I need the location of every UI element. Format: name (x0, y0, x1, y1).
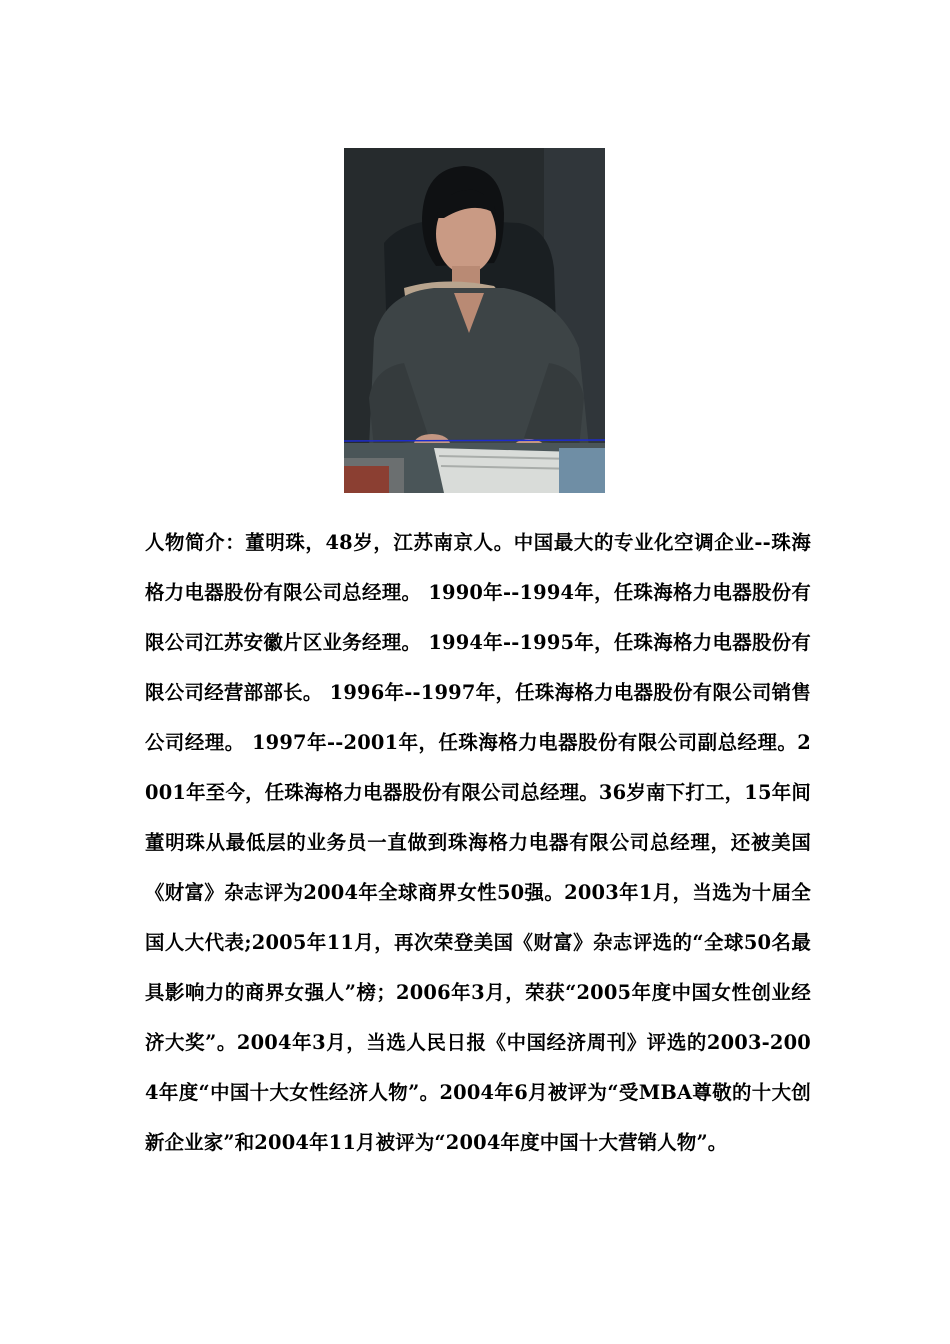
portrait-illustration (344, 148, 605, 493)
portrait-photo (344, 148, 605, 493)
biography-paragraph: 人物简介：董明珠，48岁，江苏南京人。中国最大的专业化空调企业--珠海格力电器股份有限公司总经理。 1990年--1994年，任珠海格力电器股份有限公司江苏安徽片区业务经理。 1994年--1995年，任珠海格力电器股份有限公司经营部部长。 1996年--1997年，任珠海格力电器股份有限公司销售公司经理。 1997年--2001年，任珠海格力电器股份有限公司副总经理。2001年至今，任珠海格力电器股份有限公司总经理。36岁南下打工，15年间董明珠从最低层的业务员一直做到珠海格力电器有限公司总经理，还被美国《财富》杂志评为2004年全球商界女性50强。2003年1月，当选为十届全国人大代表;2005年11月，再次荣登美国《财富》杂志评选的“全球50名最具影响力的商界女强人”榜；2006年3月，荣获“2005年度中国女性创业经济大奖”。2004年3月，当选人民日报《中国经济周刊》评选的2003-2004年度“中国十大女性经济人物”。2004年6月被评为“受MBA尊敬的十大创新企业家”和2004年11月被评为“2004年度中国十大营销人物”。 (145, 531, 811, 1154)
